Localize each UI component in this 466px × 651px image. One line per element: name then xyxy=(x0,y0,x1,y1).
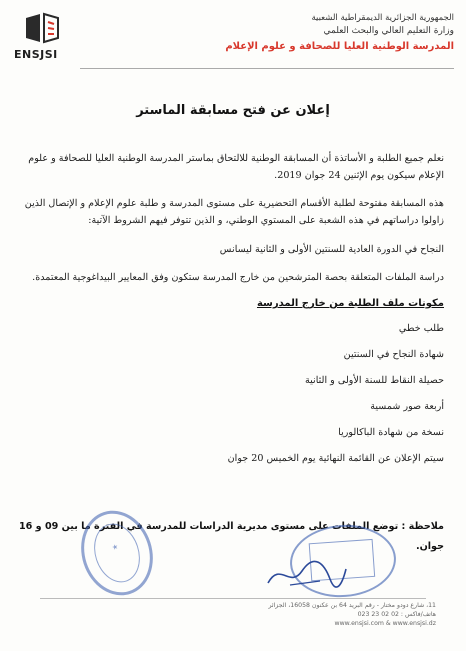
paragraph-evaluation: دراسة الملفات المتعلقة بحصة المترشحين من خارج المدرسة ستكون وفق المعايير البيداغوجية المعتمدة. xyxy=(32,272,444,283)
logo-text: ENSJSI xyxy=(14,48,58,61)
letterhead-text xyxy=(94,12,454,56)
header-divider xyxy=(80,68,454,69)
requirement-item: شهادة النجاح في السنتين xyxy=(343,349,444,360)
school-logo xyxy=(8,12,72,70)
footer-divider xyxy=(40,598,426,599)
republic-name: الجمهورية الجزائرية الديمقراطية الشعبية xyxy=(311,13,454,23)
footer-phone: هاتف/فاكس : 02 02 23 023 xyxy=(357,611,436,618)
paragraph-condition: النجاح في الدورة العادية للسنتين الأولى و الثانية ليسانس xyxy=(219,244,444,255)
file-components-heading: مكونات ملف الطلبة من خارج المدرسة xyxy=(256,298,444,309)
paragraph-eligibility: هذه المسابقة مفتوحة لطلبة الأقسام التحضيرية على مستوى المدرسة و طلبة علوم الإعلام و الإتصال الذين زاولوا دراساتهم في هذه الشعبة على المستوي الوطني، و الذين تتوفر فيهم الشروط الآتية: xyxy=(24,198,444,226)
signature xyxy=(260,555,350,595)
paragraph-intro: نعلم جميع الطلبة و الأساتذة أن المسابقة الوطنية للالتحاق بماستر المدرسة الوطنية العليا للصحافة و علوم الإعلام سيكون يوم الإثنين 24 جوان 2019. xyxy=(28,153,444,181)
footer-website: www.ensjsi.com & www.ensjsi.dz xyxy=(334,620,436,627)
requirement-item: سيتم الإعلان عن القائمة النهائية يوم الخميس 20 جوان xyxy=(227,453,444,464)
ministry-name: وزارة التعليم العالي والبحث العلمي xyxy=(323,26,454,36)
announcement-title: إعلان عن فتح مسابقة الماستر xyxy=(136,103,330,118)
letterhead xyxy=(8,8,458,70)
footer xyxy=(30,601,436,628)
announcement-body xyxy=(22,150,444,477)
requirement-item: أربعة صور شمسية xyxy=(370,401,444,412)
footer-address: 11، شارع دودو مختار - رقم البريد 64 بن عكنون 16058، الجزائر xyxy=(268,602,436,609)
requirement-item: حصيلة النقاط للسنة الأولى و الثانية xyxy=(305,375,444,386)
round-stamp-mark: ★ xyxy=(110,542,120,553)
requirement-item: طلب خطي xyxy=(398,323,444,334)
note: ملاحظة : توضع الملفات على مستوى مديرية الدراسات للمدرسة في الفترة ما بين 09 و 16 جوان. xyxy=(18,521,444,552)
school-logo-icon xyxy=(20,12,64,46)
requirement-item: نسخة من شهادة الباكالوريا xyxy=(338,427,444,438)
school-name: المدرسة الوطنية العليا للصحافة و علوم الإعلام xyxy=(225,41,454,52)
